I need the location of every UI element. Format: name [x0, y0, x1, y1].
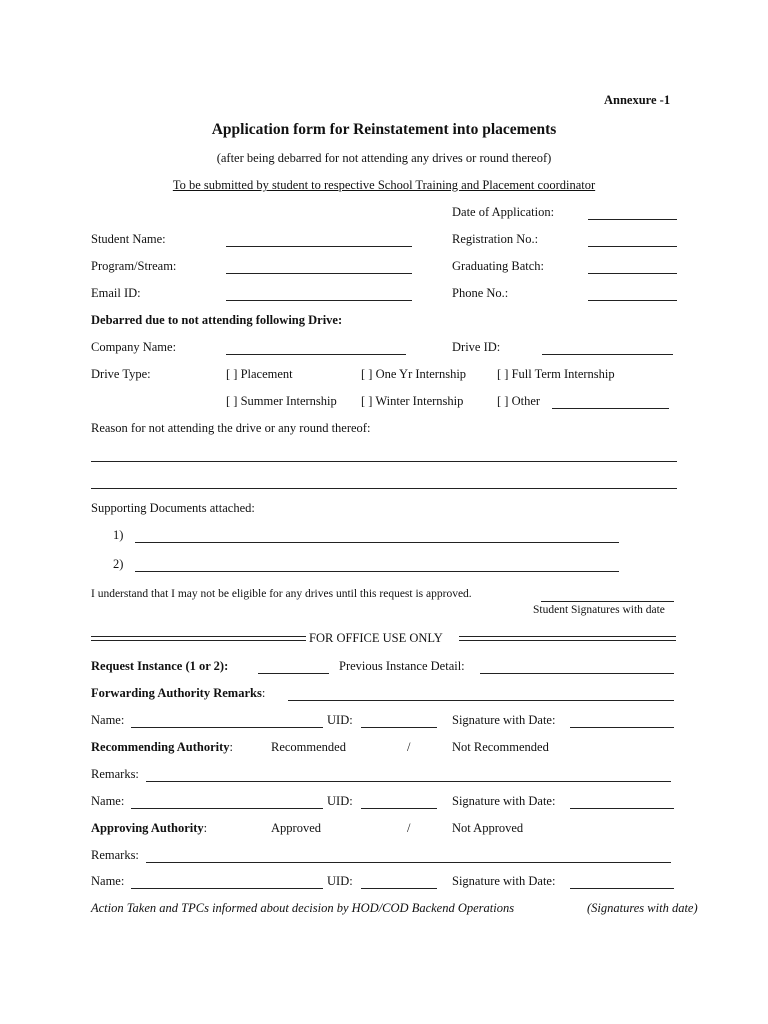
recommending-name-field[interactable] — [131, 808, 323, 809]
forwarding-signature-label: Signature with Date: — [452, 713, 556, 727]
forwarding-remarks-colon: : — [261, 686, 266, 700]
recommending-remarks-label: Remarks: — [91, 767, 139, 781]
company-name-field[interactable] — [226, 354, 406, 355]
approved-option[interactable]: Approved — [271, 821, 321, 835]
drive-type-label: Drive Type: — [91, 367, 151, 381]
email-id-label: Email ID: — [91, 286, 141, 300]
approving-authority-label — [91, 821, 207, 836]
forwarding-uid-field[interactable] — [361, 727, 437, 728]
option-full-term-internship[interactable]: [ ] Full Term Internship — [497, 367, 615, 381]
date-of-application-label: Date of Application: — [452, 205, 555, 219]
approving-authority-title: Approving Authority — [91, 821, 204, 835]
approving-authority-colon: : — [203, 821, 208, 835]
document-item-number: 2) — [113, 557, 124, 571]
request-instance-label: Request Instance (1 or 2): — [91, 659, 229, 673]
graduating-batch-field[interactable] — [588, 273, 677, 274]
forwarding-name-label: Name: — [91, 713, 125, 727]
recommending-remarks-field[interactable] — [146, 781, 671, 782]
recommending-authority-title: Recommending Authority — [91, 740, 230, 754]
office-use-banner: FOR OFFICE USE ONLY — [309, 631, 443, 645]
option-winter-internship[interactable]: [ ] Winter Internship — [361, 394, 464, 408]
option-separator: / — [407, 821, 411, 835]
recommending-uid-field[interactable] — [361, 808, 437, 809]
approving-uid-field[interactable] — [361, 888, 437, 889]
approving-name-field[interactable] — [131, 888, 323, 889]
form-subtitle: (after being debarred for not attending any drives or round thereof) — [216, 151, 552, 165]
student-name-label: Student Name: — [91, 232, 166, 246]
request-instance-field[interactable] — [258, 673, 329, 674]
drive-id-field[interactable] — [542, 354, 673, 355]
banner-rule-right — [459, 636, 676, 641]
submission-instruction: To be submitted by student to respective School Training and Placement coordinator — [172, 178, 596, 192]
action-taken-note: Action Taken and TPCs informed about decision by HOD/COD Backend Operations — [91, 901, 515, 915]
recommending-uid-label: UID: — [327, 794, 353, 808]
not-recommended-option[interactable]: Not Recommended — [452, 740, 549, 754]
student-signature-label: Student Signatures with date — [533, 604, 665, 616]
registration-no-label: Registration No.: — [452, 232, 539, 246]
option-other[interactable]: [ ] Other — [497, 394, 541, 408]
form-title: Application form for Reinstatement into placements — [211, 121, 557, 138]
program-stream-label: Program/Stream: — [91, 259, 177, 273]
drive-id-label: Drive ID: — [452, 340, 501, 354]
approving-remarks-label: Remarks: — [91, 848, 139, 862]
student-name-field[interactable] — [226, 246, 412, 247]
option-one-yr-internship[interactable]: [ ] One Yr Internship — [361, 367, 467, 381]
approving-uid-label: UID: — [327, 874, 353, 888]
previous-instance-field[interactable] — [480, 673, 674, 674]
recommending-authority-colon: : — [229, 740, 234, 754]
company-name-label: Company Name: — [91, 340, 177, 354]
reason-label: Reason for not attending the drive or any round thereof: — [91, 421, 371, 435]
previous-instance-label: Previous Instance Detail: — [339, 659, 465, 673]
recommending-name-label: Name: — [91, 794, 125, 808]
email-id-field[interactable] — [226, 300, 412, 301]
option-summer-internship[interactable]: [ ] Summer Internship — [226, 394, 337, 408]
approving-name-label: Name: — [91, 874, 125, 888]
recommending-signature-label: Signature with Date: — [452, 794, 556, 808]
declaration-text: I understand that I may not be eligible for any drives until this request is approved. — [91, 588, 472, 600]
registration-no-field[interactable] — [588, 246, 677, 247]
document-item-number: 1) — [113, 528, 124, 542]
recommended-option[interactable]: Recommended — [271, 740, 346, 754]
program-stream-field[interactable] — [226, 273, 412, 274]
date-of-application-field[interactable] — [588, 219, 677, 220]
forwarding-name-field[interactable] — [131, 727, 323, 728]
phone-no-label: Phone No.: — [452, 286, 509, 300]
graduating-batch-label: Graduating Batch: — [452, 259, 544, 273]
forwarding-remarks-label — [91, 686, 265, 701]
student-signature-field[interactable] — [541, 601, 674, 602]
forwarding-signature-field[interactable] — [570, 727, 674, 728]
recommending-authority-label — [91, 740, 233, 755]
forwarding-uid-label: UID: — [327, 713, 353, 727]
forwarding-remarks-title: Forwarding Authority Remarks — [91, 686, 262, 700]
option-placement[interactable]: [ ] Placement — [226, 367, 293, 381]
footer-signatures-label: (Signatures with date) — [587, 901, 698, 915]
reason-line-2[interactable] — [91, 488, 677, 489]
supporting-documents-label: Supporting Documents attached: — [91, 501, 255, 515]
approving-signature-label: Signature with Date: — [452, 874, 556, 888]
approving-signature-field[interactable] — [570, 888, 674, 889]
document-field-1[interactable] — [135, 542, 619, 543]
document-field-2[interactable] — [135, 571, 619, 572]
forwarding-remarks-field[interactable] — [288, 700, 674, 701]
option-separator: / — [407, 740, 411, 754]
phone-no-field[interactable] — [588, 300, 677, 301]
reason-line-1[interactable] — [91, 461, 677, 462]
other-field[interactable] — [552, 408, 669, 409]
debarred-heading: Debarred due to not attending following Drive: — [91, 313, 343, 327]
approving-remarks-field[interactable] — [146, 862, 671, 863]
recommending-signature-field[interactable] — [570, 808, 674, 809]
banner-rule-left — [91, 636, 306, 641]
not-approved-option[interactable]: Not Approved — [452, 821, 524, 835]
annexure-label: Annexure -1 — [604, 93, 671, 107]
